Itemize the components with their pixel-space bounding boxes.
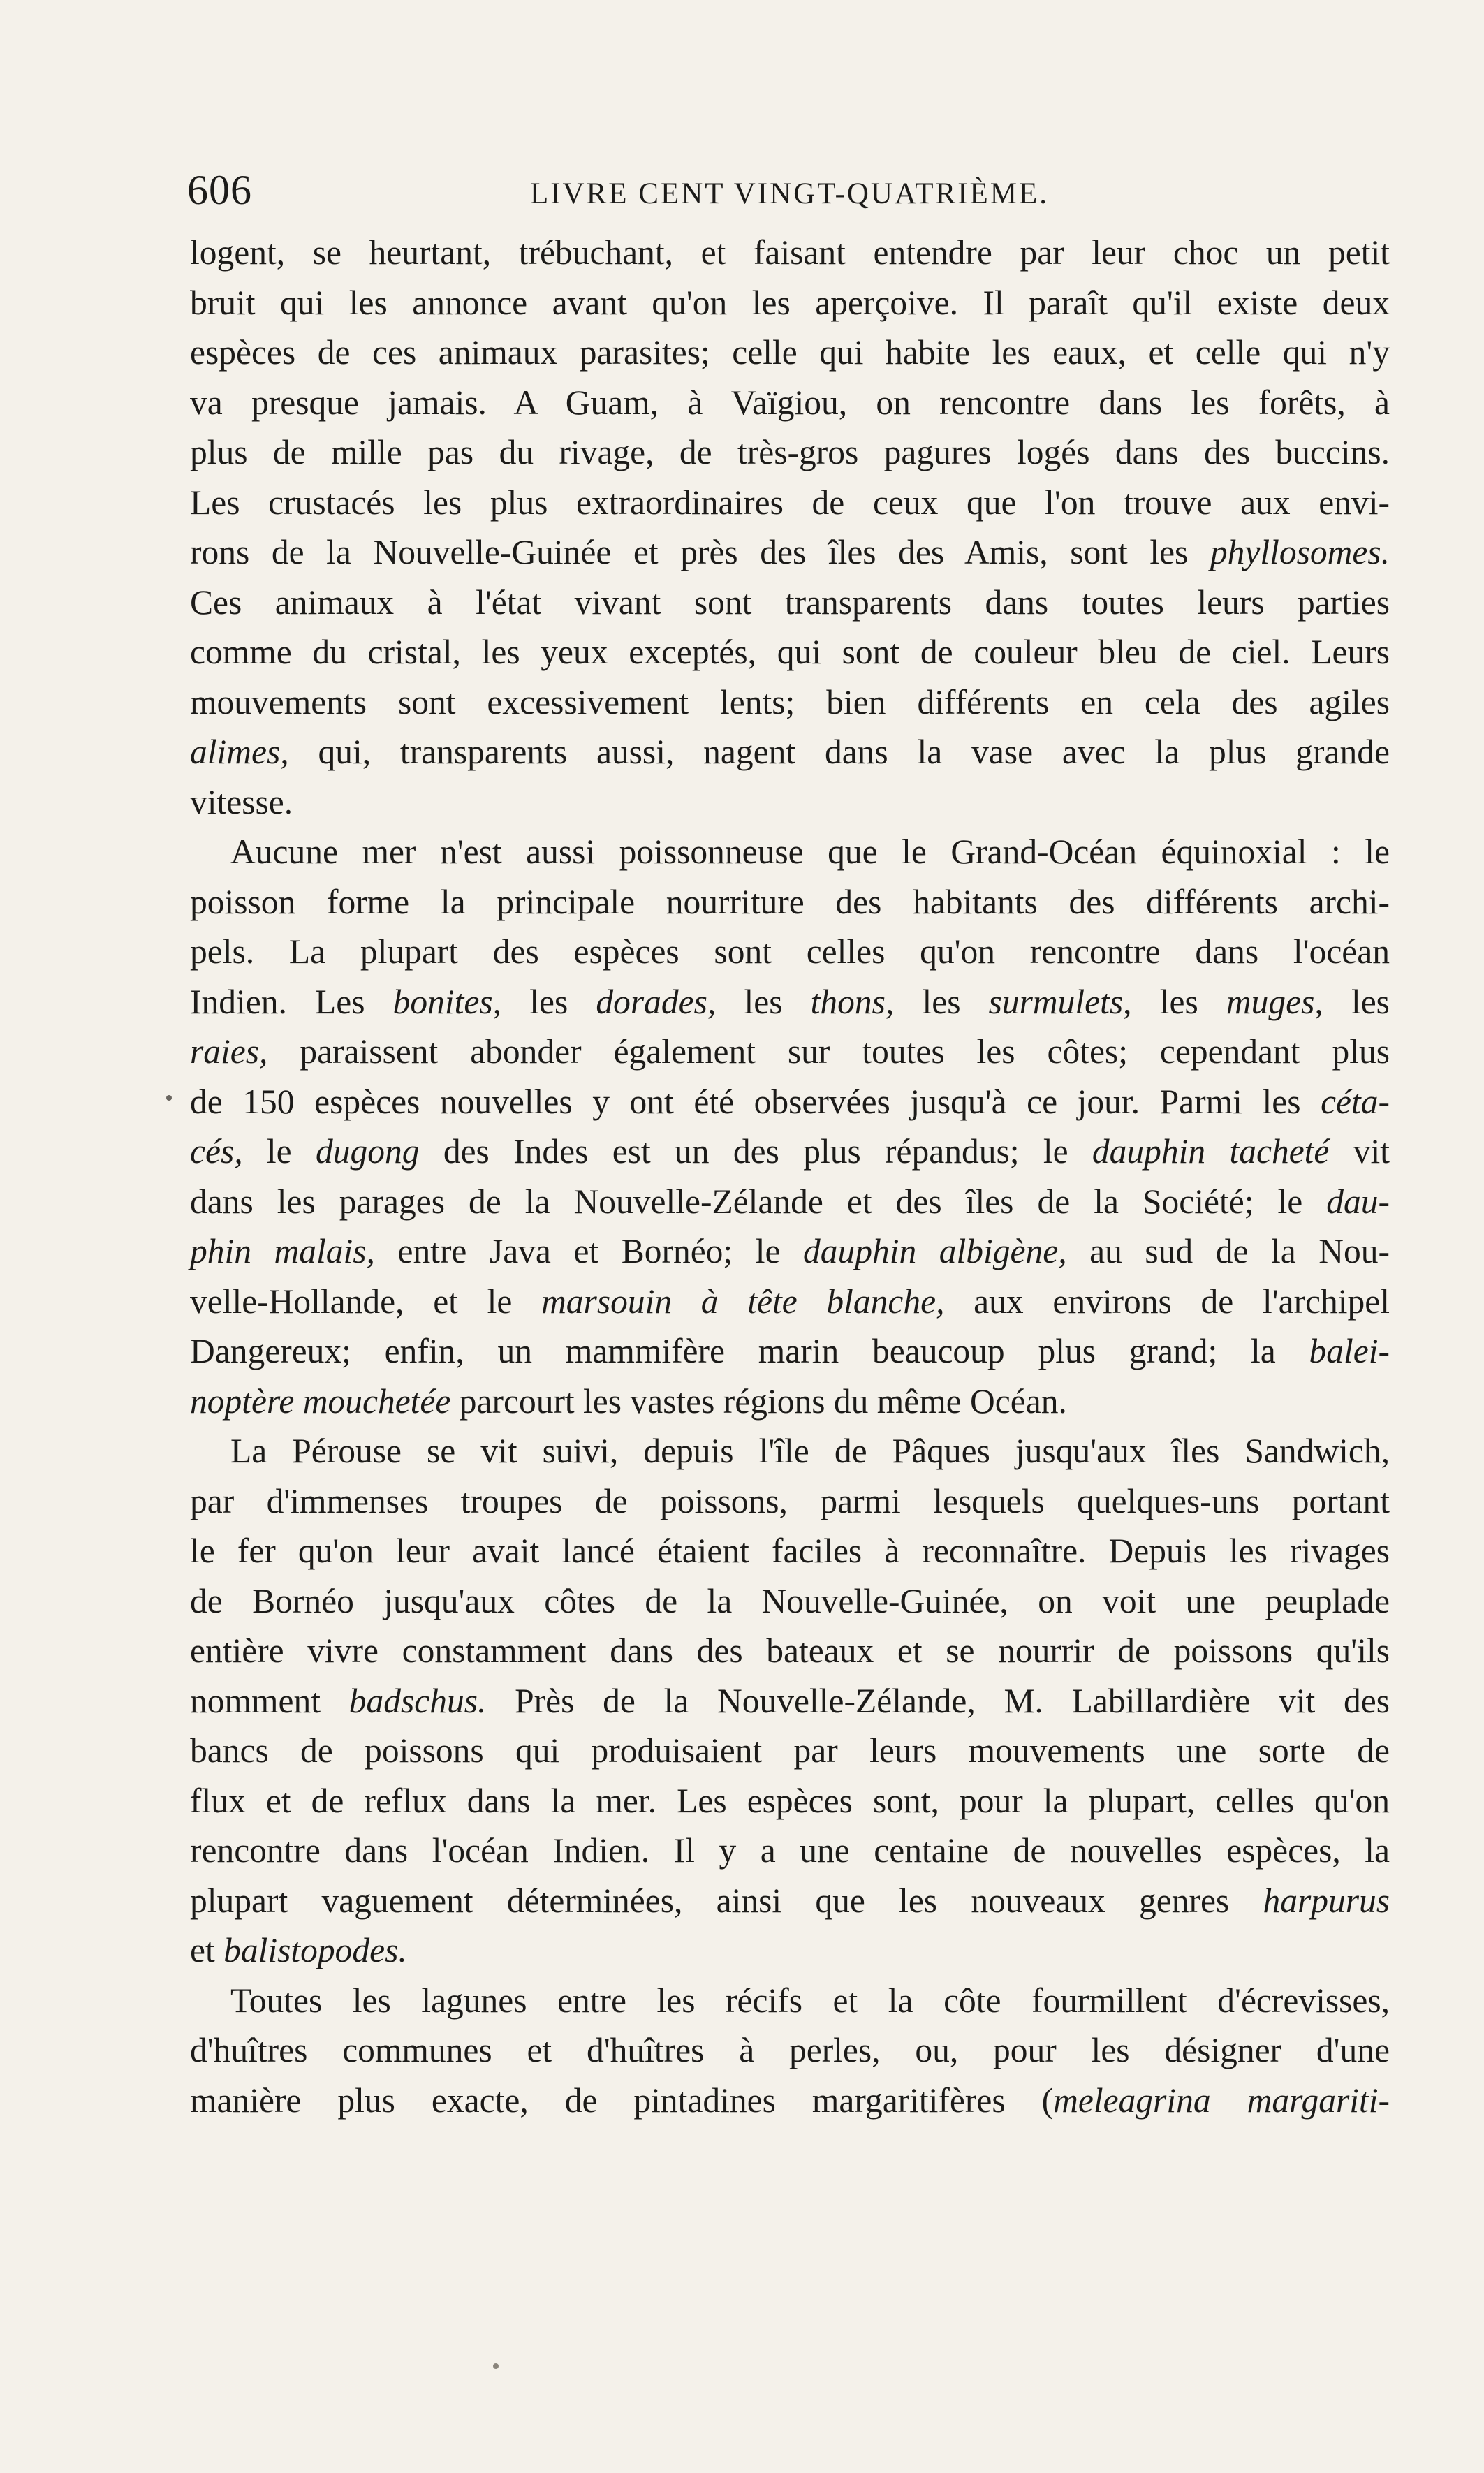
text-run: paraissent abonder également sur toutes les côtes; cependant plus [267,1032,1390,1071]
text-run: d'huîtres communes et d'huîtres à perles, ou, pour les désigner d'une [190,2031,1390,2069]
text-line [190,677,1390,728]
text-line [190,1876,1390,1926]
text-line [190,427,1390,478]
text-line [190,1526,1390,1576]
italic-term: bonites, [392,982,502,1021]
italic-term: balistopodes. [223,1931,407,1969]
italic-term: cés, [190,1132,243,1171]
text-run: poisson forme la principale nourriture des habitants des différents archi- [190,882,1390,921]
italic-term: dauphin tacheté [1092,1132,1330,1171]
text-run: les [501,982,596,1021]
text-run: plus de mille pas du rivage, de très-gros pagures logés dans des buccins. [190,433,1390,471]
text-run: Près de la Nouvelle-Zélande, M. Labillardière vit des [486,1681,1390,1720]
text-run: manière plus exacte, de pintadines margaritifères ( [190,2081,1054,2120]
text-run: Ces animaux à l'état vivant sont transparents dans toutes leurs parties [190,582,1390,622]
text-line [190,527,1390,578]
italic-term: dugong [316,1132,420,1171]
text-run: pels. La plupart des espèces sont celles qu'on rencontre dans l'océan [190,932,1390,971]
text-run: logent, se heurtant, trébuchant, et faisant entendre par leur choc un petit [190,233,1390,272]
page-header [187,162,1392,218]
text-line [190,1027,1390,1077]
text-run: , les [1123,982,1226,1021]
text-run: velle-Hollande, et le [190,1282,542,1321]
text-run: et [190,1931,224,1969]
text-line [190,727,1390,777]
text-line [190,2076,1390,2126]
text-run: Dangereux; enfin, un mammifère marin beaucoup plus grand; la [190,1332,1309,1370]
text-run: espèces de ces animaux parasites; celle qui habite les eaux, et celle qui n'y [190,333,1390,372]
italic-term: balei- [1309,1332,1390,1370]
text-line [190,1726,1390,1776]
italic-term: phyllosomes. [1210,533,1390,571]
text-line [190,228,1390,278]
text-line [190,578,1390,628]
text-run: vitesse. [190,782,293,821]
text-line [190,378,1390,428]
text-run: le [242,1132,316,1171]
italic-term: phin malais, [190,1232,375,1270]
text-line [190,1426,1390,1476]
text-run: parcourt les vastes régions du même Océan. [450,1381,1067,1421]
text-line [190,478,1390,528]
text-run: les [1323,982,1390,1021]
italic-term: dauphin albigène, [802,1232,1067,1270]
text-line [190,1226,1390,1277]
text-run: mouvements sont excessivement lents; bien différents en cela des agiles [190,682,1390,721]
italic-term: surmulets [988,982,1124,1021]
italic-term: céta- [1321,1082,1390,1121]
text-run: les [716,982,811,1021]
text-run: plupart vaguement déterminées, ainsi que les nouveaux genres [190,1881,1263,1920]
italic-term: dau- [1326,1182,1390,1221]
text-run: bruit qui les annonce avant qu'on les aperçoive. Il paraît qu'il existe deux [190,283,1390,322]
text-run: au sud de la Nou- [1066,1232,1390,1270]
text-run: le fer qu'on leur avait lancé étaient faciles à reconnaître. Depuis les rivages [190,1532,1390,1570]
text-run: qui, transparents aussi, nagent dans la vase avec la plus grande [288,733,1390,771]
text-line [190,1326,1390,1377]
text-run: Aucune mer n'est aussi poissonneuse que le Grand-Océan équinoxial : le [230,832,1390,871]
text-line [190,1626,1390,1676]
italic-term: meleagrina margariti- [1053,2081,1390,2120]
italic-term: thons, [810,982,895,1021]
text-run: vit [1329,1132,1390,1171]
text-line [190,278,1390,328]
margin-mark [166,1095,172,1101]
text-line [190,1776,1390,1826]
text-run: Indien. Les [190,982,393,1021]
italic-term: dorades, [596,982,717,1021]
text-run: bancs de poissons qui produisaient par leurs mouvements une sorte de [190,1731,1390,1770]
text-run: les [894,982,989,1021]
text-run: des Indes est un des plus répandus; le [419,1132,1092,1171]
text-run: rons de la Nouvelle-Guinée et près des îles des Amis, sont les [190,533,1210,571]
text-line [190,328,1390,378]
text-run: nomment [190,1681,349,1720]
text-line [190,977,1390,1027]
text-line [190,1576,1390,1627]
text-line [190,1976,1390,2026]
running-title: LIVRE CENT VINGT-QUATRIÈME. [529,177,1050,210]
page-number: 606 [187,167,252,213]
text-line [190,1826,1390,1876]
italic-term: badschus. [348,1681,487,1720]
text-line [190,827,1390,877]
text-line [190,627,1390,677]
text-run: entière vivre constamment dans des bateaux et se nourrir de poissons qu'ils [190,1631,1390,1670]
text-run: de 150 espèces nouvelles y ont été observées jusqu'à ce jour. Parmi les [190,1082,1321,1121]
ink-speck [493,2363,499,2369]
text-line [190,1077,1390,1127]
text-run: flux et de reflux dans la mer. Les espèces sont, pour la plupart, celles qu'on [190,1781,1390,1820]
text-line [190,777,1390,828]
text-run: rencontre dans l'océan Indien. Il y a une centaine de nouvelles espèces, la [190,1831,1390,1870]
text-line [190,877,1390,927]
text-run: Toutes les lagunes entre les récifs et la côte fourmillent d'écrevisses, [230,1981,1390,2020]
text-run: de Bornéo jusqu'aux côtes de la Nouvelle-Guinée, on voit une peuplade [190,1581,1390,1620]
italic-term: alimes, [190,733,289,771]
italic-term: muges, [1226,982,1323,1021]
text-run: par d'immenses troupes de poissons, parmi lesquels quelques-uns portant [190,1481,1390,1520]
text-run: dans les parages de la Nouvelle-Zélande et des îles de la Société; le [190,1182,1327,1221]
italic-term: harpurus [1263,1881,1390,1920]
text-line [190,1277,1390,1327]
text-line [190,1177,1390,1227]
body-text [190,228,1390,2125]
italic-term: noptère mouchetée [190,1381,451,1421]
text-line [190,1476,1390,1527]
text-line [190,927,1390,977]
text-run: entre Java et Bornéo; le [374,1232,803,1270]
text-run: aux environs de l'archipel [944,1282,1390,1321]
text-line [190,1377,1390,1427]
text-line [190,1925,1390,1976]
text-line [190,1676,1390,1726]
italic-term: raies, [190,1032,268,1071]
italic-term: marsouin à tête blanche, [541,1282,945,1321]
text-run: va presque jamais. A Guam, à Vaïgiou, on rencontre dans les forêts, à [190,383,1390,422]
text-run: Les crustacés les plus extraordinaires de ceux que l'on trouve aux envi- [190,483,1390,522]
text-run: La Pérouse se vit suivi, depuis l'île de Pâques jusqu'aux îles Sandwich, [230,1432,1390,1470]
text-line [190,2025,1390,2076]
text-run: comme du cristal, les yeux exceptés, qui sont de couleur bleu de ciel. Leurs [190,633,1390,671]
text-line [190,1127,1390,1177]
